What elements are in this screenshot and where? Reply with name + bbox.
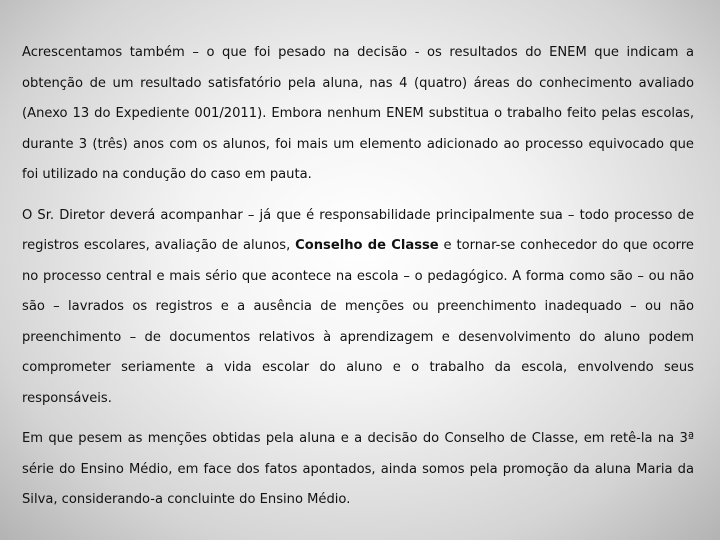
- slide-body: [22, 38, 694, 516]
- paragraph-conclusion: Em que pesem as menções obtidas pela aluna e a decisão do Conselho de Classe, em retê-la na 3ª série do Ensino Médio, em face dos fatos apontados, ainda somos pela promoção da aluna Maria da Silva, considerando-a concluinte do Ensino Médio.: [22, 431, 694, 507]
- paragraph-text-segment: e tornar-se conhecedor do que ocorre no processo central e mais sério que acontece na escola – o pedagógico. A forma como são – ou não são – lavrados os registros e a ausência de menções ou preenchimento inadequado – ou não preenchimento – de documentos relativos à aprendizagem e desenvolvimento do aluno podem comprometer seriamente a vida escolar do aluno e o trabalho da escola, envolvendo seus responsáveis.: [22, 238, 694, 406]
- paragraph-enem-results: Acrescentamos também – o que foi pesado na decisão - os resultados do ENEM que indicam a obtenção de um resultado satisfatório pela aluna, nas 4 (quatro) áreas do conhecimento avaliado (Anexo 13 do Expediente 001/2011). Embora nenhum ENEM substitua o trabalho feito pelas escolas, durante 3 (três) anos com os alunos, foi mais um elemento adicionado ao processo equivocado que foi utilizado na condução do caso em pauta.: [22, 45, 694, 182]
- paragraph-text-segment: O Sr. Diretor deverá acompanhar – já que é responsabilidade principalmente sua – todo processo de registros escolares, avaliação de alunos,: [22, 207, 694, 253]
- conselho-de-classe-emphasis: Conselho de Classe: [295, 238, 439, 253]
- paragraph-director-responsibility: [22, 201, 694, 415]
